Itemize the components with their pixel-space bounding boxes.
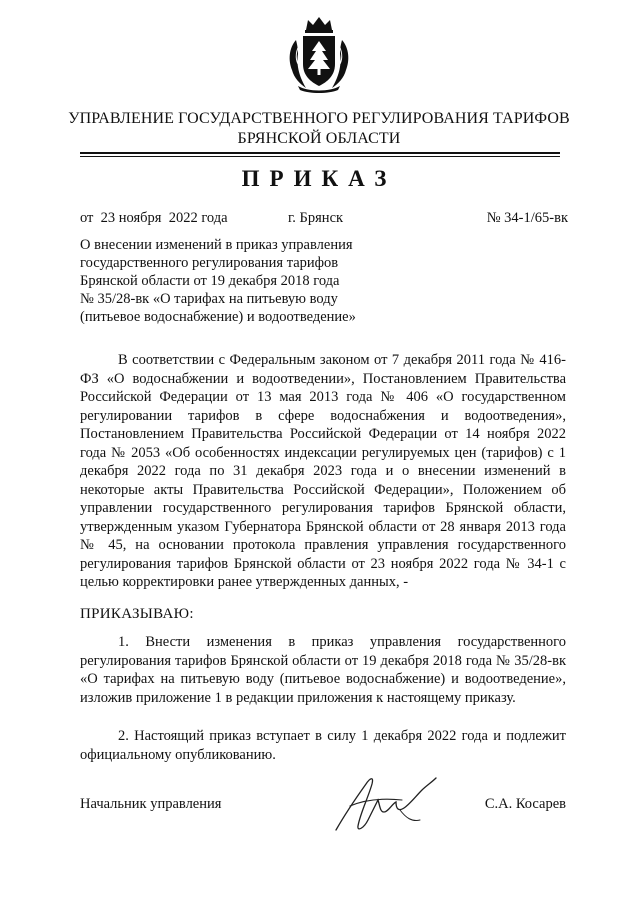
organization-name [60,109,578,149]
document-title: ПРИКАЗ [241,166,397,191]
order-item-1: 1. Внести изменения в приказ управления государственного регулирования тарифов Брянской области от 19 декабря 2018 года № 35/28-вк «О тарифах на питьевую воду (питьевое водоснабжение) и водоотведение», изложив приложение 1 в редакции приложения к настоящему приказу. [80,634,566,706]
header-rule-thin [80,156,560,157]
order-number: № 34-1/65-вк [486,210,568,226]
bryansk-coat-of-arms-icon [286,14,352,94]
subject-line: государственного регулирования тарифов [80,255,339,271]
preamble-paragraph: В соответствии с Федеральным законом от 7 декабря 2011 года № 416-ФЗ «О водоснабжении и водоотведении», Постановлением Правительства Российской Федерации от 13 мая 2013 года № 406 «О государственном регулировании тарифов в сфере водоснабжения и водоотведения», Постановлением Правительства Российской Федерации от 14 ноября 2022 года № 2053 «Об особенностях индексации регулируемых цен (тарифов) с 1 декабря 2022 года по 31 декабря 2023 года и о внесении изменений в некоторые акты Правительства Российской Федерации», Положением об управлении государственного регулирования тарифов Брянской области, утвержденным указом Губернатора Брянской области от 28 января 2013 года № 45, на основании протокола правления управления государственного регулирования тарифов Брянской области от 23 ноября 2022 года № 34-1 с целью корректировки ранее утвержденных данных, - [80,352,566,590]
org-name-line2: БРЯНСКОЙ ОБЛАСТИ [237,130,401,147]
handwritten-signature [330,770,442,836]
subject-line: (питьевое водоснабжение) и водоотведение» [80,309,356,325]
signatory-position: Начальник управления [80,796,222,812]
order-subject [80,236,400,326]
header-rule-thick [80,152,560,154]
signatory-name: С.А. Косарев [484,796,566,812]
order-item-2: 2. Настоящий приказ вступает в силу 1 декабря 2022 года и подлежит официальному опубликованию. [80,728,566,763]
org-name-line1: УПРАВЛЕНИЕ ГОСУДАРСТВЕННОГО РЕГУЛИРОВАНИЯ ТАРИФОВ [68,110,570,127]
subject-line: № 35/28-вк «О тарифах на питьевую воду [80,291,338,307]
subject-line: Брянской области от 19 декабря 2018 года [80,273,340,289]
subject-line: О внесении изменений в приказ управления [80,237,353,253]
order-directive-word: ПРИКАЗЫВАЮ: [80,606,194,622]
order-date: от 23 ноября 2022 года [80,210,228,226]
order-city: г. Брянск [288,210,344,226]
